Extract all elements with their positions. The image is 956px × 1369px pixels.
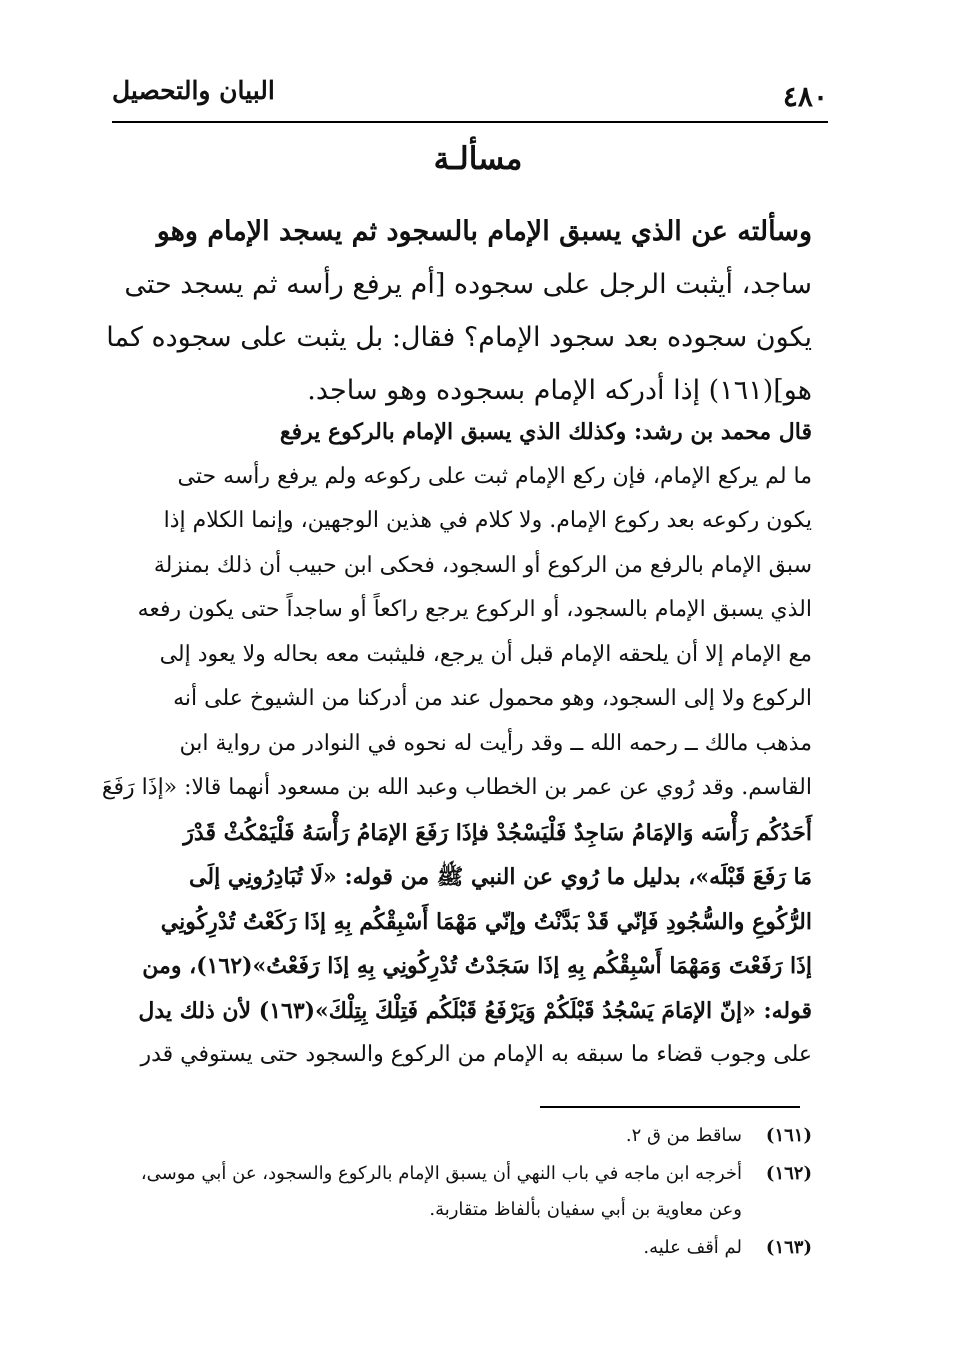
question-line-4: هو](١٦١) إذا أدركه الإمام بسجوده وهو ساجد. xyxy=(307,375,812,406)
commentary-line-5: الذي يسبق الإمام بالسجود، أو الركوع يرجع راكعاً أو ساجداً حتى يكون رفعه xyxy=(137,597,812,622)
footnote-separator xyxy=(540,1106,800,1108)
footnote-number: (١٦١) xyxy=(765,1125,812,1146)
footnote-number: (١٦٣) xyxy=(765,1237,812,1258)
commentary-line-6: مع الإمام إلا أن يلحقه الإمام قبل أن يرجع، فليثبت معه بحاله ولا يعود إلى xyxy=(159,641,812,667)
commentary-line-3: يكون ركوعه بعد ركوع الإمام. ولا كلام في هذين الوجهين، وإنما الكلام إذا xyxy=(163,508,812,533)
question-paragraph xyxy=(106,205,812,417)
question-line-2: ساجد، أيثبت الرجل على سجوده [أم يرفع رأسه ثم يسجد حتى xyxy=(124,269,812,300)
question-line-1: وسألته عن الذي يسبق الإمام بالسجود ثم يسجد الإمام وهو xyxy=(156,216,812,247)
commentary-line-13: إذَا رَفَعْتَ وَمَهْمَا أَسْبِقْكُم بِهِ إذَا سَجَدْتُ تُدْرِكُونِي بِهِ إذَا رَفَعْتُ»(١٦٢)، ومن xyxy=(142,953,812,979)
footnote-text: ساقط من ق ٢. xyxy=(625,1125,742,1146)
page-header xyxy=(112,70,828,124)
footnotes xyxy=(112,1118,812,1268)
footnote-text: أخرجه ابن ماجه في باب النهي أن يسبق الإمام بالركوع والسجود، عن أبي موسى، وعن معاوية بن أبي سفيان بألفاظ متقاربة. xyxy=(140,1163,742,1220)
commentary-line-12: الرُّكُوعِ والسُّجُودِ فَإنّي قَدْ بَدَّنْتُ وإنّي مَهْمَا أَسْبِقْكُم بِهِ إذَا رَكَعْتُ تُدْرِكُونِي xyxy=(160,908,812,935)
commentary-line-9: القاسم. وقد رُوي عن عمر بن الخطاب وعبد الله بن مسعود أنهما قالا: «إذَا رَفَعَ xyxy=(101,775,812,800)
section-title: مسألـة xyxy=(433,141,523,177)
commentary-line-8: مذهب مالك ــ رحمه الله ــ وقد رأيت له نحوه في النوادر من رواية ابن xyxy=(179,730,812,756)
footnote-text: لم أقف عليه. xyxy=(643,1237,742,1258)
page-number: ٤٨٠ xyxy=(782,80,828,113)
commentary-line-11: مَا رَفَعَ قَبْلَه»، بدليل ما رُوي عن النبي ﷺ من قوله: «لَا تُبَادِرُونِي إلَى xyxy=(189,864,812,890)
book-title: البيان والتحصيل xyxy=(112,76,275,105)
commentary-line-15: على وجوب قضاء ما سبقه به الإمام من الركوع والسجود حتى يستوفي قدر xyxy=(140,1042,812,1067)
commentary-line-7: الركوع ولا إلى السجود، وهو محمول عند من أدركنا من الشيوخ على أنه xyxy=(173,686,812,711)
commentary-line-1: قال محمد بن رشد: وكذلك الذي يسبق الإمام بالركوع يرفع xyxy=(279,419,812,445)
footnote-item xyxy=(112,1156,812,1228)
header-rule xyxy=(112,121,828,123)
footnote-number: (١٦٢) xyxy=(765,1163,812,1184)
commentary-line-10: أَحَدُكُم رَأْسَه وَالإمَامُ سَاجِدٌ فَلْيَسْجُدْ فإذَا رَفَعَ الإمَامُ رَأْسَهُ فَلْيَمْكُثْ قَدْرَ xyxy=(183,819,812,846)
footnote-item xyxy=(112,1230,812,1266)
commentary-line-2: ما لم يركع الإمام، فإن ركع الإمام ثبت على ركوعه ولم يرفع رأسه حتى xyxy=(177,463,812,489)
commentary-line-4: سبق الإمام بالرفع من الركوع أو السجود، فحكى ابن حبيب أن ذلك بمنزلة xyxy=(153,552,812,578)
footnote-item xyxy=(112,1118,812,1154)
commentary-line-14: قوله: «إنّ الإمَامَ يَسْجُدُ قَبْلَكُمْ وَيَرْفَعُ قَبْلَكُم فَتِلْكَ بِتِلْكَ»(١٦٣) لأن ذلك يدل xyxy=(138,997,812,1024)
question-line-3: يكون سجوده بعد سجود الإمام؟ فقال: بل يثبت على سجوده كما xyxy=(106,322,812,353)
commentary-paragraph xyxy=(101,410,812,1078)
